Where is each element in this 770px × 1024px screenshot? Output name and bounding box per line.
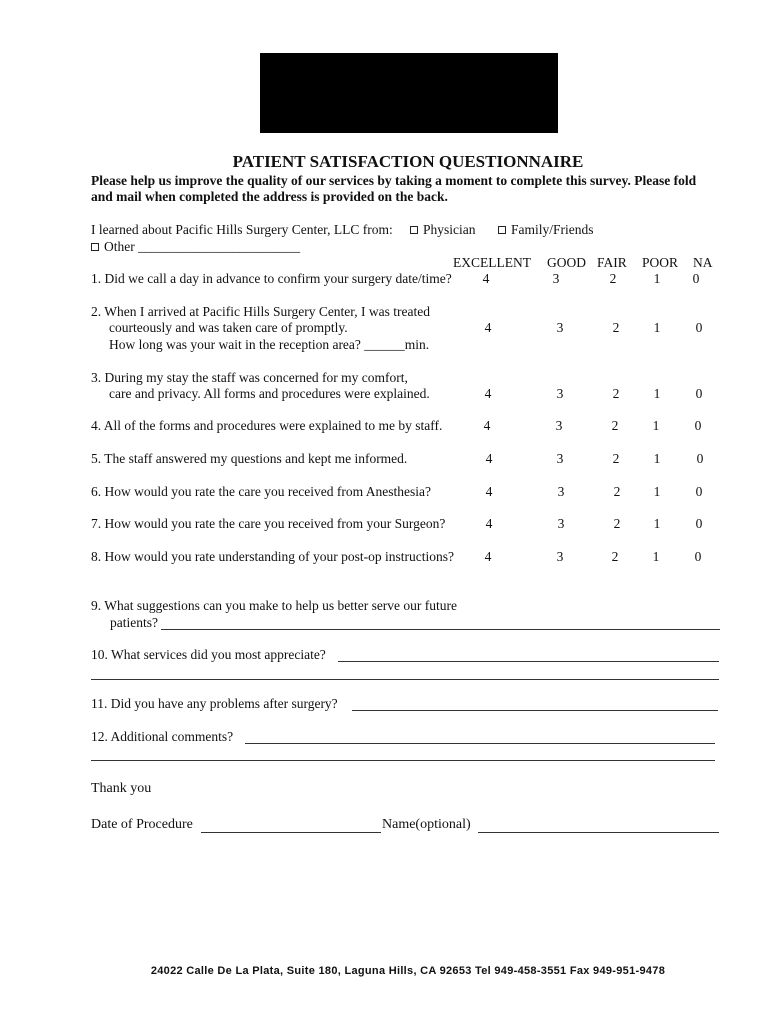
q2-rating-1[interactable]: 1	[653, 320, 661, 335]
q7-rating-4[interactable]: 4	[485, 516, 493, 531]
question-3-line-2: care and privacy. All forms and procedures were explained.	[109, 386, 430, 401]
q5-rating-4[interactable]: 4	[485, 451, 493, 466]
header-good: GOOD	[547, 255, 586, 270]
question-6: 6. How would you rate the care you received from Anesthesia?	[91, 484, 432, 499]
header-excellent: EXCELLENT	[453, 255, 531, 270]
q4-rating-0[interactable]: 0	[694, 418, 702, 433]
q2-rating-2[interactable]: 2	[612, 320, 620, 335]
q7-rating-1[interactable]: 1	[653, 516, 661, 531]
q4-rating-2[interactable]: 2	[611, 418, 619, 433]
q3-rating-3[interactable]: 3	[556, 386, 564, 401]
q1-rating-4[interactable]: 4	[482, 271, 490, 286]
form-title: PATIENT SATISFACTION QUESTIONNAIRE	[232, 152, 584, 171]
redacted-logo	[260, 53, 558, 133]
question-10: 10. What services did you most appreciate?	[91, 647, 326, 662]
name-field[interactable]	[478, 832, 719, 833]
q6-rating-4[interactable]: 4	[485, 484, 493, 499]
q3-rating-4[interactable]: 4	[484, 386, 492, 401]
q2-rating-0[interactable]: 0	[695, 320, 703, 335]
q7-rating-3[interactable]: 3	[557, 516, 565, 531]
question-2-line-2: courteously and was taken care of promptly.	[109, 320, 348, 335]
question-12: 12. Additional comments?	[91, 729, 234, 744]
q2-rating-3[interactable]: 3	[556, 320, 564, 335]
q7-rating-2[interactable]: 2	[613, 516, 621, 531]
header-fair: FAIR	[597, 255, 627, 270]
q8-rating-3[interactable]: 3	[556, 549, 564, 564]
option-family-friends[interactable]	[498, 222, 594, 238]
q5-rating-1[interactable]: 1	[653, 451, 661, 466]
option-other-label: Other ________________________	[104, 239, 301, 254]
question-3-line-1: 3. During my stay the staff was concerned for my comfort,	[91, 370, 408, 385]
checkbox-other[interactable]	[91, 243, 99, 251]
q6-rating-2[interactable]: 2	[613, 484, 621, 499]
q2-rating-4[interactable]: 4	[484, 320, 492, 335]
question-11: 11. Did you have any problems after surgery?	[91, 696, 338, 711]
q3-rating-1[interactable]: 1	[653, 386, 661, 401]
question-8: 8. How would you rate understanding of your post-op instructions?	[91, 549, 454, 564]
option-family-label: Family/Friends	[511, 222, 594, 237]
option-other[interactable]	[91, 239, 300, 255]
question-2-line-1: 2. When I arrived at Pacific Hills Surgery Center, I was treated	[91, 304, 430, 319]
q12-answer-line-1[interactable]	[245, 743, 715, 744]
question-7: 7. How would you rate the care you received from your Surgeon?	[91, 516, 446, 531]
q3-rating-0[interactable]: 0	[695, 386, 703, 401]
question-9-line-2: patients?	[110, 615, 158, 630]
question-4: 4. All of the forms and procedures were explained to me by staff.	[91, 418, 443, 433]
checkbox-family-friends[interactable]	[498, 226, 506, 234]
footer-address: 24022 Calle De La Plata, Suite 180, Laguna Hills, CA 92653 Tel 949-458-3551 Fax 949-951-9478	[150, 965, 666, 977]
question-2-line-3: How long was your wait in the reception area? ______min.	[109, 337, 430, 352]
intro-line-2: and mail when completed the address is provided on the back.	[91, 189, 448, 204]
q6-rating-3[interactable]: 3	[557, 484, 565, 499]
q9-answer-line[interactable]	[161, 629, 720, 630]
q5-rating-2[interactable]: 2	[612, 451, 620, 466]
q5-rating-0[interactable]: 0	[696, 451, 704, 466]
q8-rating-2[interactable]: 2	[611, 549, 619, 564]
header-na: NA	[693, 255, 713, 270]
question-5: 5. The staff answered my questions and kept me informed.	[91, 451, 408, 466]
name-label: Name(optional)	[382, 817, 471, 832]
q12-answer-line-2[interactable]	[91, 760, 715, 761]
q4-rating-3[interactable]: 3	[555, 418, 563, 433]
checkbox-physician[interactable]	[410, 226, 418, 234]
option-physician-label: Physician	[423, 222, 476, 237]
q10-answer-line-1[interactable]	[338, 661, 719, 662]
q7-rating-0[interactable]: 0	[695, 516, 703, 531]
q6-rating-1[interactable]: 1	[653, 484, 661, 499]
q3-rating-2[interactable]: 2	[612, 386, 620, 401]
thank-you: Thank you	[91, 781, 152, 796]
intro-line-1: Please help us improve the quality of our services by taking a moment to complete this survey. Please fold	[91, 173, 697, 188]
q11-answer-line[interactable]	[352, 710, 718, 711]
q4-rating-1[interactable]: 1	[652, 418, 660, 433]
q8-rating-4[interactable]: 4	[484, 549, 492, 564]
header-poor: POOR	[642, 255, 679, 270]
q1-rating-2[interactable]: 2	[609, 271, 617, 286]
question-1: 1. Did we call a day in advance to confirm your surgery date/time?	[91, 271, 452, 286]
q4-rating-4[interactable]: 4	[483, 418, 491, 433]
learned-prompt: I learned about Pacific Hills Surgery Center, LLC from:	[91, 222, 393, 237]
q6-rating-0[interactable]: 0	[695, 484, 703, 499]
q5-rating-3[interactable]: 3	[556, 451, 564, 466]
date-field[interactable]	[201, 832, 381, 833]
q1-rating-1[interactable]: 1	[653, 271, 661, 286]
q1-rating-3[interactable]: 3	[552, 271, 560, 286]
intro-text	[91, 173, 731, 205]
q1-rating-0[interactable]: 0	[692, 271, 700, 286]
q8-rating-1[interactable]: 1	[652, 549, 660, 564]
option-physician[interactable]	[410, 222, 476, 238]
date-label: Date of Procedure	[91, 817, 193, 832]
q8-rating-0[interactable]: 0	[694, 549, 702, 564]
q10-answer-line-2[interactable]	[91, 679, 719, 680]
question-9-line-1: 9. What suggestions can you make to help us better serve our future	[91, 598, 458, 613]
